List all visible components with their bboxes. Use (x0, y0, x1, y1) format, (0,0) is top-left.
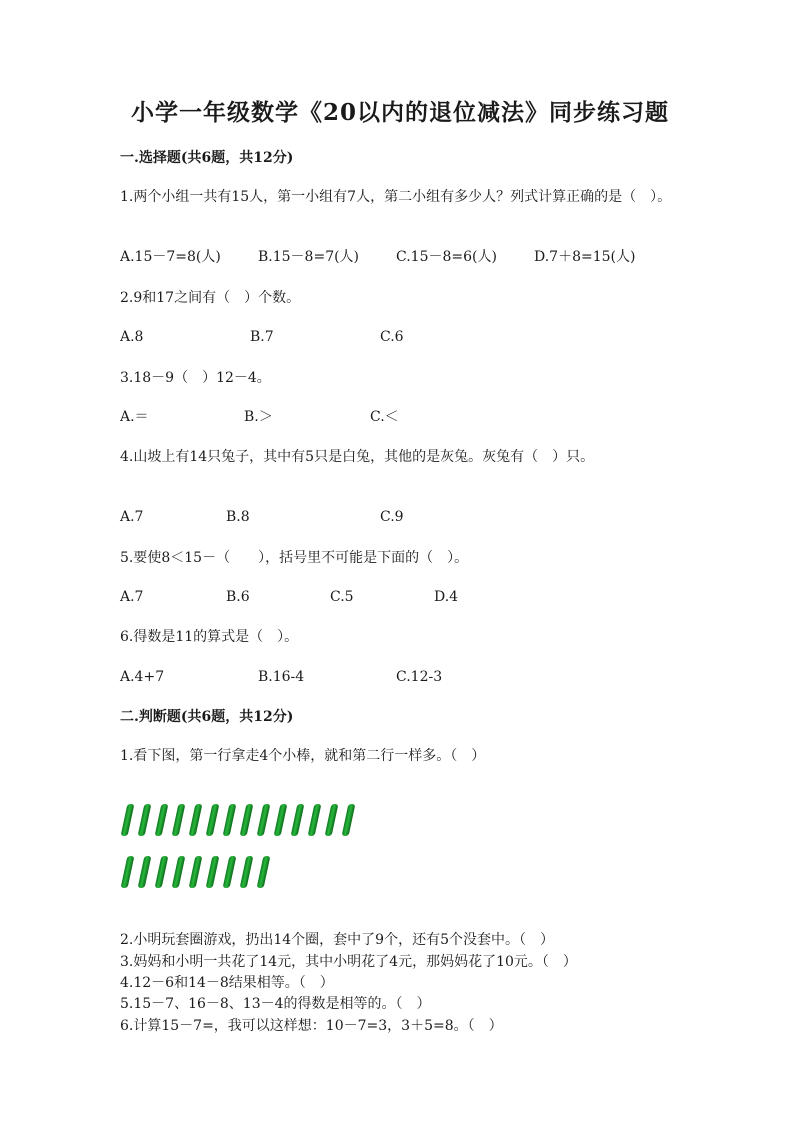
option-a[interactable]: A.7 (120, 589, 144, 605)
choice-options-3 (120, 406, 720, 428)
judge-question-2: 2.小明玩套圈游戏，扔出14个圈，套中了9个，还有5个没套中。（ ） (120, 932, 554, 948)
stick (257, 856, 271, 888)
option-a[interactable]: A.7 (120, 509, 144, 525)
section-judge-heading: 二.判断题(共6题，共12分) (120, 709, 294, 725)
choice-question-1: 1.两个小组一共有15人，第一小组有7人，第二小组有多少人？列式计算正确的是（ ）。 (120, 189, 672, 205)
section-choice-heading: 一.选择题(共6题，共12分) (120, 150, 294, 166)
judge-question-5: 5.15－7、16－8、13－4的得数是相等的。（ ） (120, 996, 431, 1012)
stick (172, 804, 186, 836)
stick (155, 804, 169, 836)
page-title: 小学一年级数学《20以内的退位减法》同步练习题 (130, 99, 669, 126)
option-b[interactable]: B.＞ (244, 409, 273, 425)
option-b[interactable]: B.8 (226, 509, 250, 525)
stick (172, 856, 186, 888)
stick (325, 804, 339, 836)
option-c[interactable]: C.6 (380, 329, 404, 345)
stick (223, 804, 237, 836)
choice-options-2 (120, 326, 720, 348)
stick (121, 804, 135, 836)
option-d[interactable]: D.7＋8=15(人) (534, 249, 636, 265)
option-a[interactable]: A.＝ (120, 409, 149, 425)
stick (240, 856, 254, 888)
stick (291, 804, 305, 836)
stick (206, 856, 220, 888)
choice-question-5: 5.要使8＜15－（ ），括号里不可能是下面的（ ）。 (120, 550, 469, 566)
stick (274, 804, 288, 836)
choice-options-6 (120, 666, 720, 688)
option-b[interactable]: B.16-4 (258, 669, 305, 685)
stick (257, 804, 271, 836)
option-c[interactable]: C.12-3 (396, 669, 443, 685)
stick (121, 856, 135, 888)
option-a[interactable]: A.15－7=8(人) (120, 249, 221, 265)
choice-question-6: 6.得数是11的算式是（ ）。 (120, 629, 299, 645)
stick (189, 804, 203, 836)
option-c[interactable]: C.＜ (370, 409, 399, 425)
option-c[interactable]: C.15－8=6(人) (396, 249, 497, 265)
stick (155, 856, 169, 888)
choice-options-4 (120, 506, 720, 528)
choice-question-4: 4.山坡上有14只兔子，其中有5只是白兔，其他的是灰兔。灰兔有（ ）只。 (120, 449, 595, 465)
stick (223, 856, 237, 888)
stick (138, 856, 152, 888)
option-b[interactable]: B.7 (250, 329, 274, 345)
option-c[interactable]: C.9 (380, 509, 404, 525)
stick (342, 804, 356, 836)
judge-question-3: 3.妈妈和小明一共花了14元，其中小明花了4元，那妈妈花了10元。（ ） (120, 954, 577, 970)
option-a[interactable]: A.8 (120, 329, 144, 345)
option-c[interactable]: C.5 (330, 589, 354, 605)
option-d[interactable]: D.4 (434, 589, 459, 605)
judge-question-1: 1.看下图，第一行拿走4个小棒，就和第二行一样多。（ ） (120, 748, 486, 764)
option-a[interactable]: A.4+7 (120, 669, 165, 685)
choice-question-2: 2.9和17之间有（ ）个数。 (120, 290, 301, 306)
choice-options-1 (120, 246, 720, 268)
stick (206, 804, 220, 836)
judge-question-6: 6.计算15－7=，我可以这样想：10－7=3，3＋5=8。（ ） (120, 1018, 503, 1034)
judge-question-4: 4.12－6和14－8结果相等。（ ） (120, 975, 334, 991)
stick (240, 804, 254, 836)
option-b[interactable]: B.6 (226, 589, 250, 605)
option-b[interactable]: B.15－8=7(人) (258, 249, 360, 265)
choice-options-5 (120, 586, 720, 608)
stick (138, 804, 152, 836)
stick (308, 804, 322, 836)
stick (189, 856, 203, 888)
choice-question-3: 3.18－9（ ）12－4。 (120, 370, 271, 386)
